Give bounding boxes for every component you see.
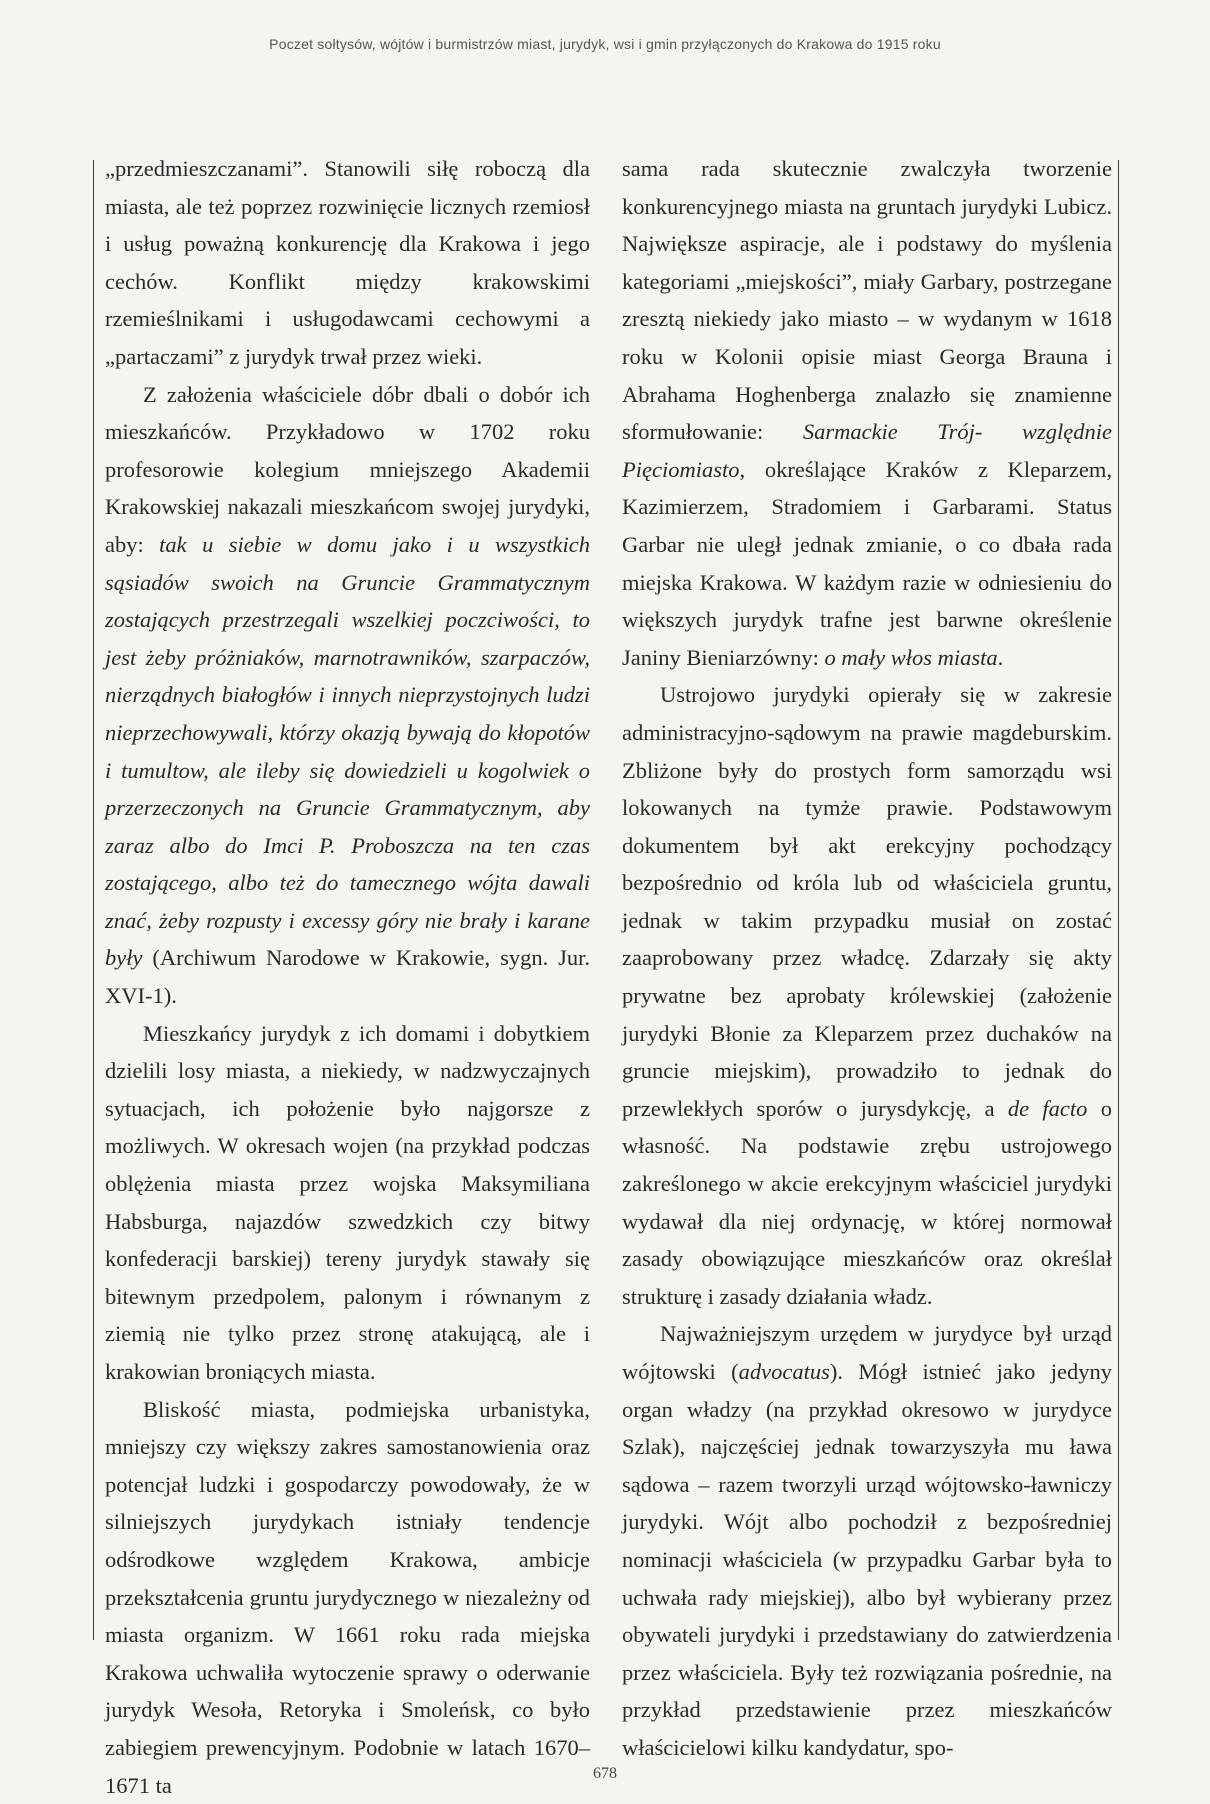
right-margin-rule: [1118, 160, 1119, 1640]
running-header: Poczet sołtysów, wójtów i burmistrzów miast, jurydyk, wsi i gmin przyłączonych do Krakowa do 1915 roku: [269, 36, 941, 52]
paragraph: [622, 676, 1112, 1315]
italic-phrase: o mały włos miasta: [824, 644, 998, 670]
text-run: o własność. Na podstawie zrębu ustrojowego zakreślonego w akcie erekcyjnym właściciel jurydyki wydawał dla niej ordynację, w której normował zasady obowiązujące mieszkańców oraz określał strukturę i zasady działania władz.: [622, 1095, 1112, 1309]
paragraph: Mieszkańcy jurydyk z ich domami i dobytkiem dzielili losy miasta, a niekiedy, w nadzwyczajnych sytuacjach, ich położenie było najgorsze z możliwych. W okresach wojen (na przykład podczas oblężenia miasta przez wojska Maksymiliana Habsburga, najazdów szwedzkich czy bitwy konfederacji barskiej) tereny jurydyk stawały się bitewnym przedpolem, palonym i równanym z ziemią nie tylko przez stronę atakującą, ale i krakowian broniących miasta.: [105, 1020, 590, 1384]
text-run: .: [997, 644, 1004, 670]
text-run: Ustrojowo jurydyki opierały się w zakresie administracyjno-sądowym na prawie magdeburskim. Zbliżone były do prostych form samorządu wsi lokowanych na tymże prawie. Podstawowym dokumentem był akt erekcyjny pochodzący bezpośrednio od króla lub od właściciela gruntu, jednak w takim przypadku musiał on zostać zaaprobowany przez władcę. Zdarzały się akty prywatne bez aprobaty królewskiej (założenie jurydyki Błonie za Kleparzem przez duchaków na gruncie miejskim), prowadziło to jednak do przewlekłych sporów o jurysdykcję, a: [622, 682, 1112, 1121]
italic-phrase: de facto: [1007, 1095, 1088, 1121]
italic-phrase: advocatus: [738, 1359, 830, 1384]
paragraph: [622, 150, 1112, 676]
page-number: 678: [593, 1765, 617, 1782]
paragraph: „przedmieszczanami”. Stanowili siłę roboczą dla miasta, ale też poprzez rozwinięcie licznych rzemiosł i usług poważną konkurencję dla Krakowa i jego cechów. Konflikt między krakowskimi rzemieślnikami i usługodawcami cechowymi a „partaczami” z jurydyk trwał przez wieki.: [105, 156, 590, 369]
left-margin-rule: [93, 160, 94, 1640]
paragraph: [105, 376, 590, 1015]
italic-phrase: Sarmackie Trój- względnie Pięciomiasto: [622, 419, 1113, 482]
left-column: [105, 150, 590, 1804]
text-run: Najważniejszym urzędem w jurydyce był urząd wójtowski (: [622, 1321, 1112, 1384]
text-run: (Archiwum Narodowe w Krakowie, sygn. Jur. XVI-1).: [105, 945, 590, 1009]
italic-quote: tak u siebie w domu jako i u wszystkich sąsiadów swoich na Gruncie Grammatycznym zostających przestrzegali wszelkiej poczciwości, to jest żeby próżniaków, marnotrawników, szarpaczów, nierządnych białogłów i innych nieprzystojnych ludzi nieprzechowywali, którzy okazją bywają do kłopotów i tumultow, ale ileby się dowiedzieli u kogolwiek o przerzeczonych na Gruncie Grammatycznym, aby zaraz albo do Imci P. Proboszcza na ten czas zostającego, albo też do tamecznego wójta dawali znać, żeby rozpusty i excessy góry nie brały i karane były: [105, 531, 590, 971]
paragraph: [622, 1315, 1112, 1766]
text-run: sama rada skutecznie zwalczyła tworzenie konkurencyjnego miasta na gruntach jurydyki Lubicz. Największe aspiracje, ale i podstawy do myślenia kategoriami „miejskości”, miały Garbary, postrzegane zresztą niekiedy jako miasto – w wydanym w 1618 roku w Kolonii opisie miast Georga Brauna i Abrahama Hoghenberga znalazło się znamienne sformułowanie:: [622, 156, 1112, 445]
right-column: [622, 150, 1112, 1767]
text-run: Z założenia właściciele dóbr dbali o dobór ich mieszkańców. Przykładowo w 1702 roku profesorowie kolegium mniejszego Akademii Krakowskiej nakazali mieszkańcom swojej jurydyki, aby:: [105, 381, 590, 557]
text-run: , określające Kraków z Kleparzem, Kazimierzem, Stradomiem i Garbarami. Status Garbar nie uległ jednak zmianie, o co dbała rada miejska Krakowa. W każdym razie w odniesieniu do większych jurydyk trafne jest barwne określenie Janiny Bieniarzówny:: [622, 456, 1112, 670]
text-run: ). Mógł istnieć jako jedyny organ władzy (na przykład okresowo w jurydyce Szlak), najczęściej jednak towarzyszyła mu ława sądowa – razem tworzyli urząd wójtowsko-ławniczy jurydyki. Wójt albo pochodził z bezpośredniej nominacji właściciela (w przypadku Garbar była to uchwała rady miejskiej), albo był wybierany przez obywateli jurydyki i przedstawiany do zatwierdzenia przez właściciela. Były też rozwiązania pośrednie, na przykład przedstawienie przez mieszkańców właścicielowi kilku kandydatur, spo-: [622, 1359, 1112, 1760]
paragraph: Bliskość miasta, podmiejska urbanistyka, mniejszy czy większy zakres samostanowienia oraz potencjał ludzki i gospodarczy powodowały, że w silniejszych jurydykach istniały tendencje odśrodkowe względem Krakowa, ambicje przekształcenia gruntu jurydycznego w niezależny od miasta organizm. W 1661 roku rada miejska Krakowa uchwaliła wytoczenie sprawy o oderwanie jurydyk Wesoła, Retoryka i Smoleńsk, co było zabiegiem prewencyjnym. Podobnie w latach 1670–1671 ta: [105, 1396, 590, 1798]
